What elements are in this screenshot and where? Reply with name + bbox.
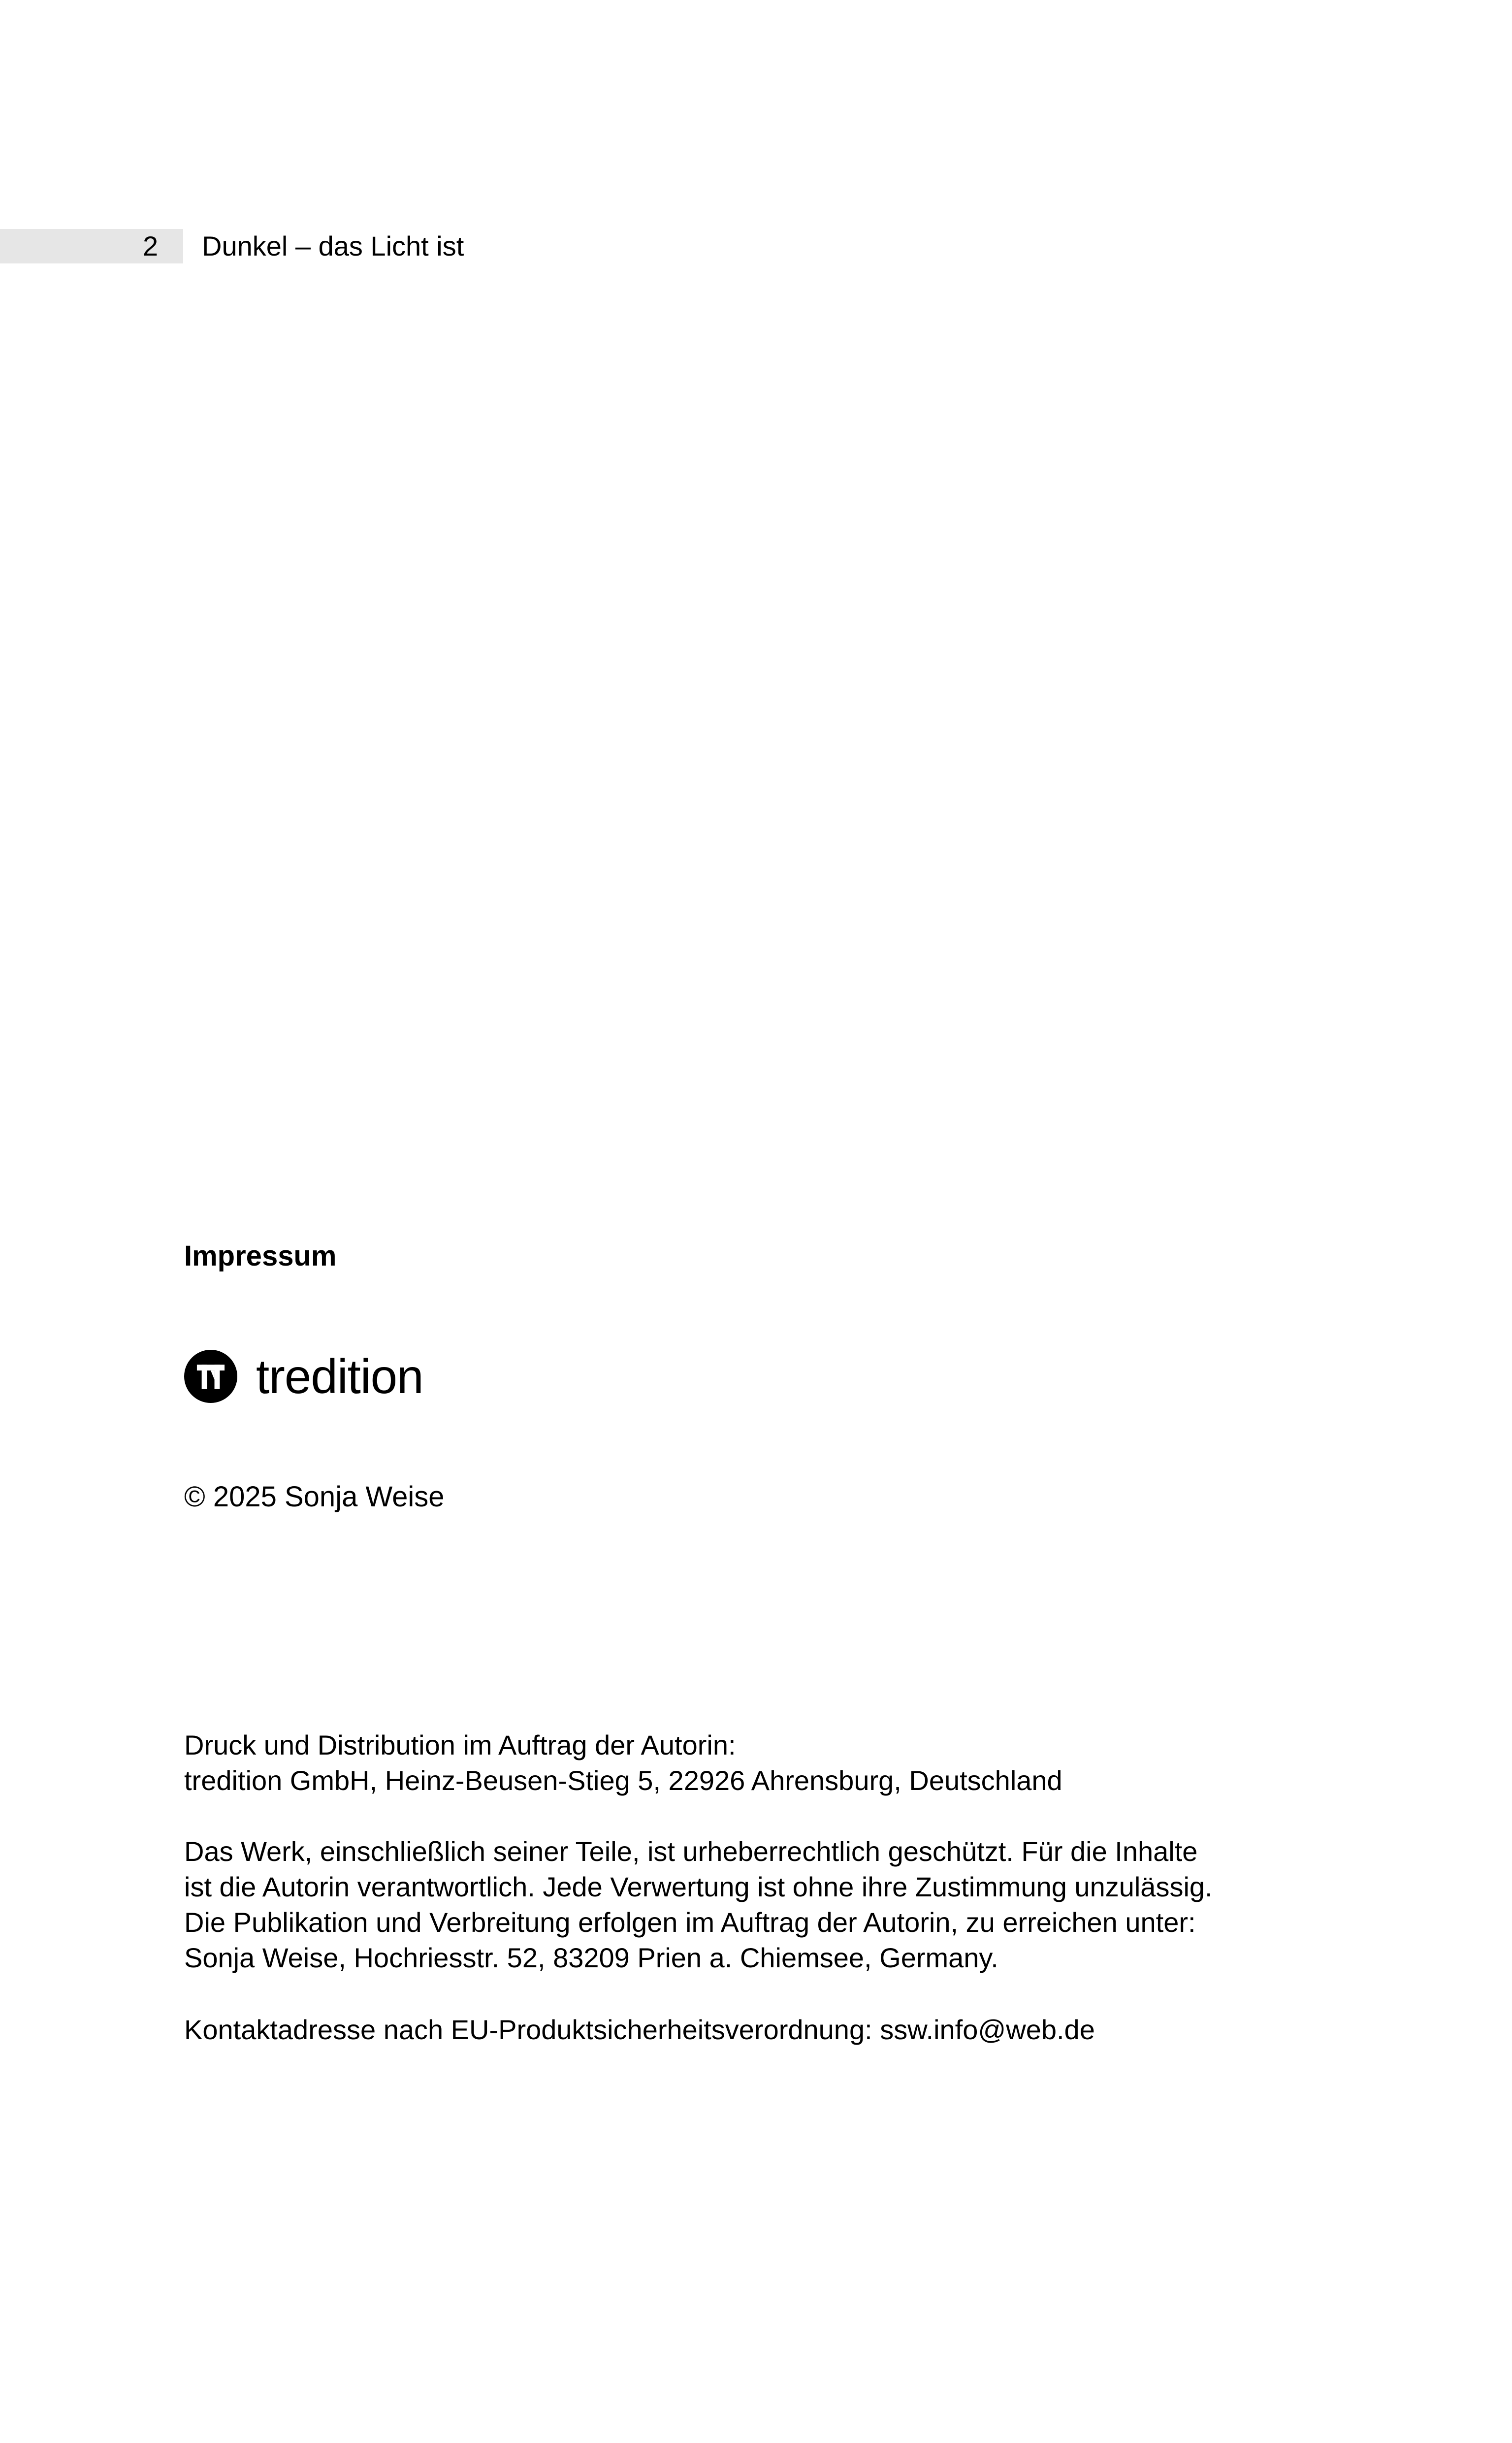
rights-line: ist die Autorin verantwortlich. Jede Verwertung ist ohne ihre Zustimmung unzulässig. — [184, 1871, 1213, 1902]
rights-notice-block — [184, 1834, 1213, 1976]
tredition-logo — [184, 1347, 423, 1406]
print-distribution-block — [184, 1727, 1062, 1798]
print-line: Druck und Distribution im Auftrag der Autorin: — [184, 1729, 736, 1760]
impressum-heading: Impressum — [184, 1240, 337, 1272]
copyright-notice: © 2025 Sonja Weise — [184, 1481, 445, 1513]
page-number: 2 — [143, 230, 159, 261]
contact-address: Kontaktadresse nach EU-Produktsicherheitsverordnung: ssw.info@web.de — [184, 2014, 1095, 2045]
rights-line: Die Publikation und Verbreitung erfolgen im Auftrag der Autorin, zu erreichen unter: — [184, 1907, 1196, 1938]
rights-line: Sonja Weise, Hochriesstr. 52, 83209 Prien a. Chiemsee, Germany. — [184, 1942, 998, 1973]
rights-line: Das Werk, einschließlich seiner Teile, ist urheberrechtlich geschützt. Für die Inhalte — [184, 1836, 1198, 1867]
logo-wordmark: tredition — [256, 1349, 423, 1403]
tredition-logo-icon — [184, 1350, 237, 1403]
print-line: tredition GmbH, Heinz-Beusen-Stieg 5, 22926 Ahrensburg, Deutschland — [184, 1765, 1062, 1796]
running-title: Dunkel – das Licht ist — [202, 230, 464, 261]
